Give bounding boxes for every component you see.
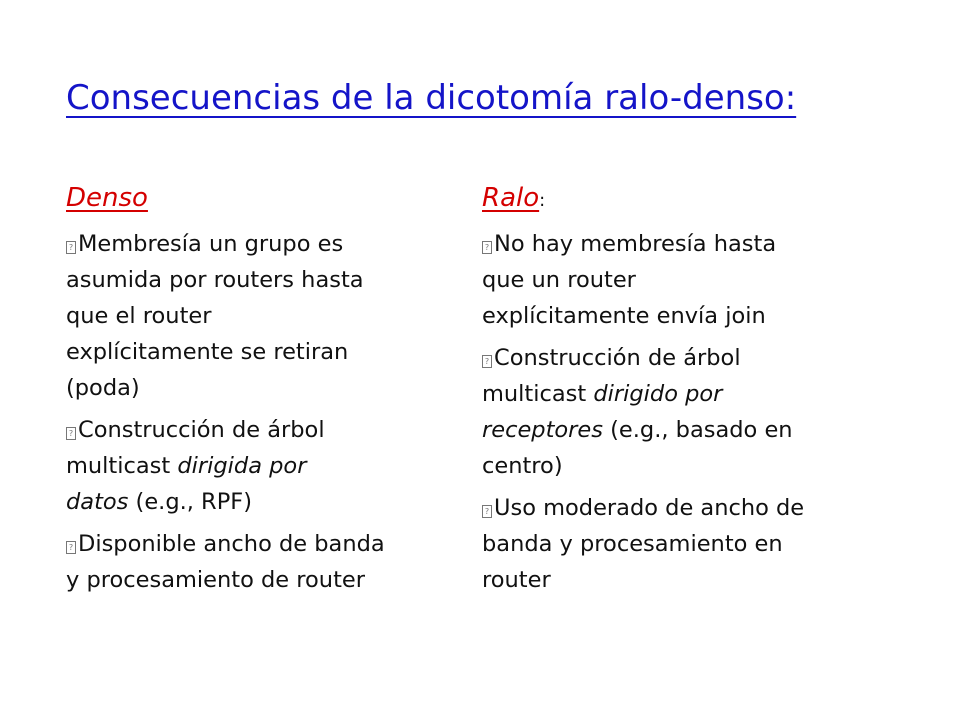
item-text: multicast xyxy=(66,453,178,479)
sparse-item-bandwidth xyxy=(482,490,902,598)
item-line: explícitamente se retiran xyxy=(66,339,349,365)
item-line: que un router xyxy=(482,267,636,293)
bullet-icon: ? xyxy=(482,241,492,254)
item-line: Membresía un grupo es xyxy=(78,231,344,257)
item-line: Uso moderado de ancho de xyxy=(494,495,805,521)
item-emphasis: dirigida por xyxy=(177,453,307,479)
sparse-item-tree-construction xyxy=(482,340,902,484)
item-line: (poda) xyxy=(66,375,140,401)
item-emphasis: datos xyxy=(66,489,129,515)
dense-item-tree-construction xyxy=(66,412,466,520)
item-line: centro) xyxy=(482,453,563,479)
dense-column xyxy=(66,178,466,598)
sparse-column xyxy=(482,178,902,598)
dense-heading xyxy=(66,178,466,220)
item-line: Disponible ancho de banda xyxy=(78,531,385,557)
item-line: explícitamente envía join xyxy=(482,303,766,329)
item-line: router xyxy=(482,567,551,593)
bullet-icon: ? xyxy=(66,427,76,440)
bullet-icon: ? xyxy=(66,541,76,554)
item-line: banda y procesamiento en xyxy=(482,531,783,557)
item-line: y procesamiento de router xyxy=(66,567,365,593)
item-line: asumida por routers hasta xyxy=(66,267,364,293)
dense-item-bandwidth xyxy=(66,526,466,598)
item-emphasis: dirigido por xyxy=(593,381,723,407)
item-text: (e.g., RPF) xyxy=(128,489,252,515)
item-text: multicast xyxy=(482,381,594,407)
bullet-icon: ? xyxy=(66,241,76,254)
bullet-icon: ? xyxy=(482,505,492,518)
item-emphasis: receptores xyxy=(482,417,603,443)
item-line: Construcción de árbol xyxy=(78,417,325,443)
bullet-icon: ? xyxy=(482,355,492,368)
item-text: (e.g., basado en xyxy=(603,417,793,443)
item-line: Construcción de árbol xyxy=(494,345,741,371)
dense-heading-label: Denso xyxy=(66,183,148,213)
item-line: que el router xyxy=(66,303,212,329)
sparse-heading-colon: : xyxy=(539,190,546,211)
dense-item-membership xyxy=(66,226,466,406)
sparse-heading xyxy=(482,178,902,220)
slide-title: Consecuencias de la dicotomía ralo-denso: xyxy=(66,78,797,118)
item-line: No hay membresía hasta xyxy=(494,231,777,257)
sparse-heading-label: Ralo xyxy=(482,183,540,213)
sparse-item-membership xyxy=(482,226,902,334)
